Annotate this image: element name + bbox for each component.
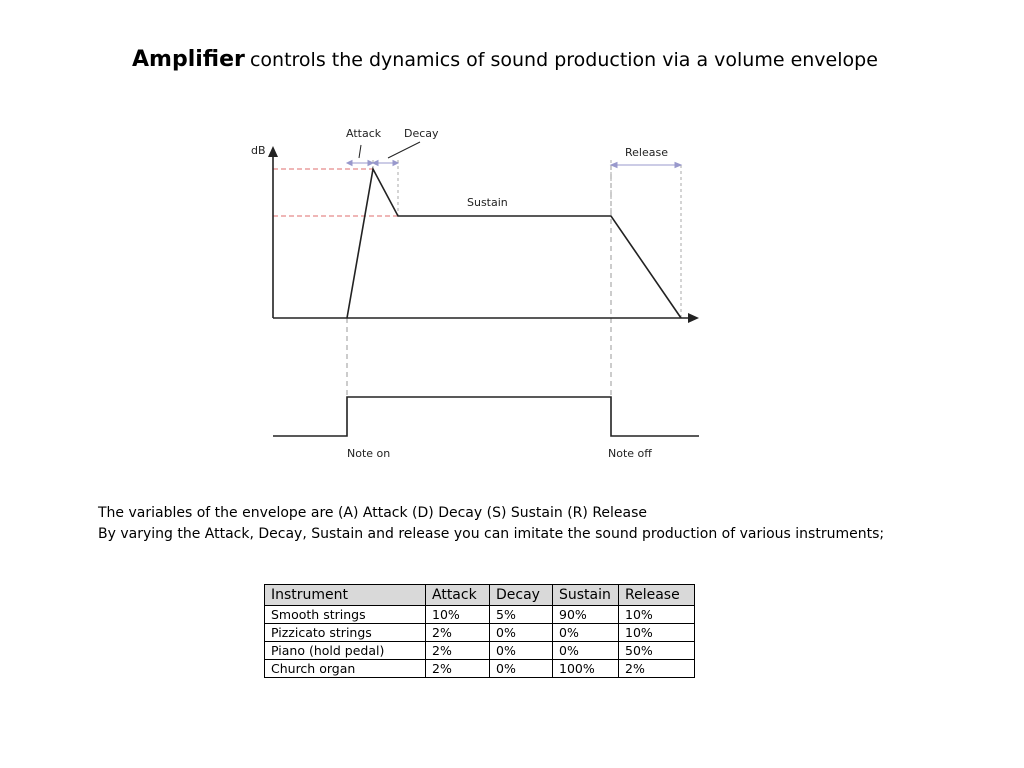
- note-on-label: Note on: [347, 447, 391, 460]
- column-header-instrument: Instrument: [265, 585, 426, 606]
- attack-label: Attack: [346, 127, 382, 140]
- table-row: [265, 624, 695, 642]
- table-cell: 0%: [490, 624, 553, 642]
- table-cell: Pizzicato strings: [265, 624, 426, 642]
- table-cell: Piano (hold pedal): [265, 642, 426, 660]
- x-axis-arrowhead: [688, 313, 699, 323]
- decay-range-arrow: [373, 161, 398, 166]
- gate-signal: [273, 397, 699, 436]
- y-axis-arrowhead: [268, 146, 278, 157]
- sustain-label: Sustain: [467, 196, 508, 209]
- table-row: [265, 660, 695, 678]
- table-row: [265, 606, 695, 624]
- release-range-arrow: [611, 163, 681, 168]
- table-cell: 100%: [553, 660, 619, 678]
- column-header-sustain: Sustain: [553, 585, 619, 606]
- y-axis-label: dB: [251, 144, 266, 157]
- title-rest: controls the dynamics of sound production via a volume envelope: [249, 49, 878, 71]
- table-cell: 50%: [619, 642, 695, 660]
- table-cell: 0%: [490, 642, 553, 660]
- table-cell: 5%: [490, 606, 553, 624]
- column-header-attack: Attack: [426, 585, 490, 606]
- description-line-1: The variables of the envelope are (A) Attack (D) Decay (S) Sustain (R) Release: [98, 505, 648, 521]
- table-cell: 0%: [490, 660, 553, 678]
- envelope-curve: [347, 169, 681, 318]
- table-cell: 2%: [426, 660, 490, 678]
- table-cell: 0%: [553, 624, 619, 642]
- attack-pointer: [359, 145, 361, 158]
- table-cell: 2%: [619, 660, 695, 678]
- decay-label: Decay: [404, 127, 439, 140]
- table-cell: 10%: [426, 606, 490, 624]
- table-cell: 90%: [553, 606, 619, 624]
- table-row: [265, 642, 695, 660]
- column-header-release: Release: [619, 585, 695, 606]
- description: [98, 503, 884, 545]
- note-off-label: Note off: [608, 447, 652, 460]
- release-label: Release: [625, 146, 668, 159]
- table-cell: 2%: [426, 624, 490, 642]
- description-line-2: By varying the Attack, Decay, Sustain and release you can imitate the sound production of various instruments;: [98, 526, 885, 542]
- table-cell: Church organ: [265, 660, 426, 678]
- decay-pointer: [388, 142, 420, 158]
- table-cell: Smooth strings: [265, 606, 426, 624]
- attack-range-arrow: [347, 161, 373, 166]
- table-cell: 2%: [426, 642, 490, 660]
- column-header-decay: Decay: [490, 585, 553, 606]
- table-cell: 0%: [553, 642, 619, 660]
- title-bold: Amplifier: [132, 47, 245, 72]
- table-header-row: [265, 585, 695, 606]
- table-cell: 10%: [619, 606, 695, 624]
- table-cell: 10%: [619, 624, 695, 642]
- instrument-envelope-table: [264, 584, 695, 678]
